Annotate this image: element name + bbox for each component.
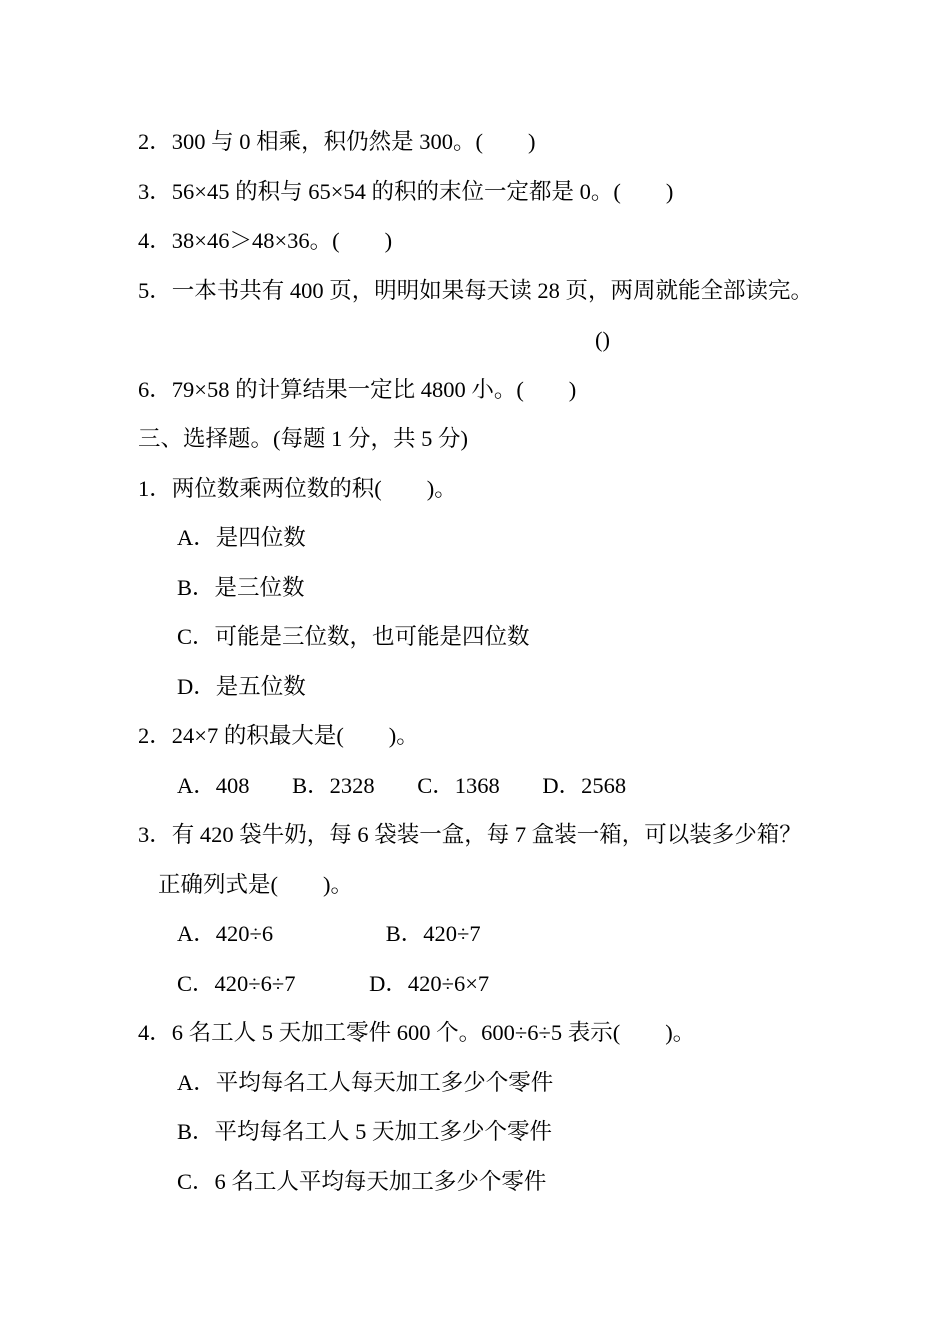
section-three-header: 三、选择题。(每题 1 分，共 5 分)	[138, 426, 468, 451]
choice-q3-options-row-2	[138, 959, 920, 1009]
choice-q2-options-row	[138, 761, 920, 811]
choice-q4-option-b: B．平均每名工人 5 天加工多少个零件	[177, 1119, 553, 1144]
choice-q4-option-a: A．平均每名工人每天加工多少个零件	[177, 1069, 554, 1095]
choice-q2-option-d: D．2568	[542, 772, 627, 798]
choice-q2-option-b: B．2328	[292, 772, 375, 798]
choice-q3-option-a: A．420÷6	[177, 921, 274, 946]
choice-q1-stem: 1．两位数乘两位数的积( )。	[138, 475, 457, 501]
tf-item-6: 6．79×58 的计算结果一定比 4800 小。( )	[138, 376, 577, 402]
choice-q4-option-c: C．6 名工人平均每天加工多少个零件	[177, 1168, 547, 1194]
choice-q3-option-b: B．420÷7	[385, 921, 481, 946]
tf-item-5-answer-blank: ()	[595, 327, 610, 352]
choice-q1-option-c: C．可能是三位数，也可能是四位数	[177, 624, 530, 649]
tf-item-2: 2．300 与 0 相乘，积仍然是 300。( )	[138, 129, 536, 154]
choice-q1-option-d: D．是五位数	[177, 673, 306, 699]
tf-item-5: 5．一本书共有 400 页，明明如果每天读 28 页，两周就能全部读完。	[138, 277, 814, 303]
choice-q3-options-row-1	[138, 909, 920, 959]
choice-q3-stem-continued: 正确列式是( )。	[158, 871, 353, 897]
choice-q3-stem: 3．有 420 袋牛奶，每 6 袋装一盒，每 7 盒装一箱，可以装多少箱？	[138, 822, 802, 847]
choice-q4-stem: 4．6 名工人 5 天加工零件 600 个。600÷6÷5 表示( )。	[138, 1020, 696, 1045]
choice-q1-option-b: B．是三位数	[177, 574, 305, 600]
tf-item-3: 3．56×45 的积与 65×54 的积的末位一定都是 0。( )	[138, 178, 674, 204]
choice-q2-option-c: C．1368	[417, 772, 500, 798]
choice-q2-stem: 2．24×7 的积最大是( )。	[138, 723, 419, 748]
choice-q3-option-d: D．420÷6×7	[369, 970, 490, 996]
choice-q2-option-a: A．408	[177, 772, 250, 798]
tf-item-4: 4．38×46＞48×36。( )	[138, 228, 393, 253]
choice-q1-option-a: A．是四位数	[177, 525, 306, 550]
choice-q3-option-c: C．420÷6÷7	[177, 970, 296, 996]
